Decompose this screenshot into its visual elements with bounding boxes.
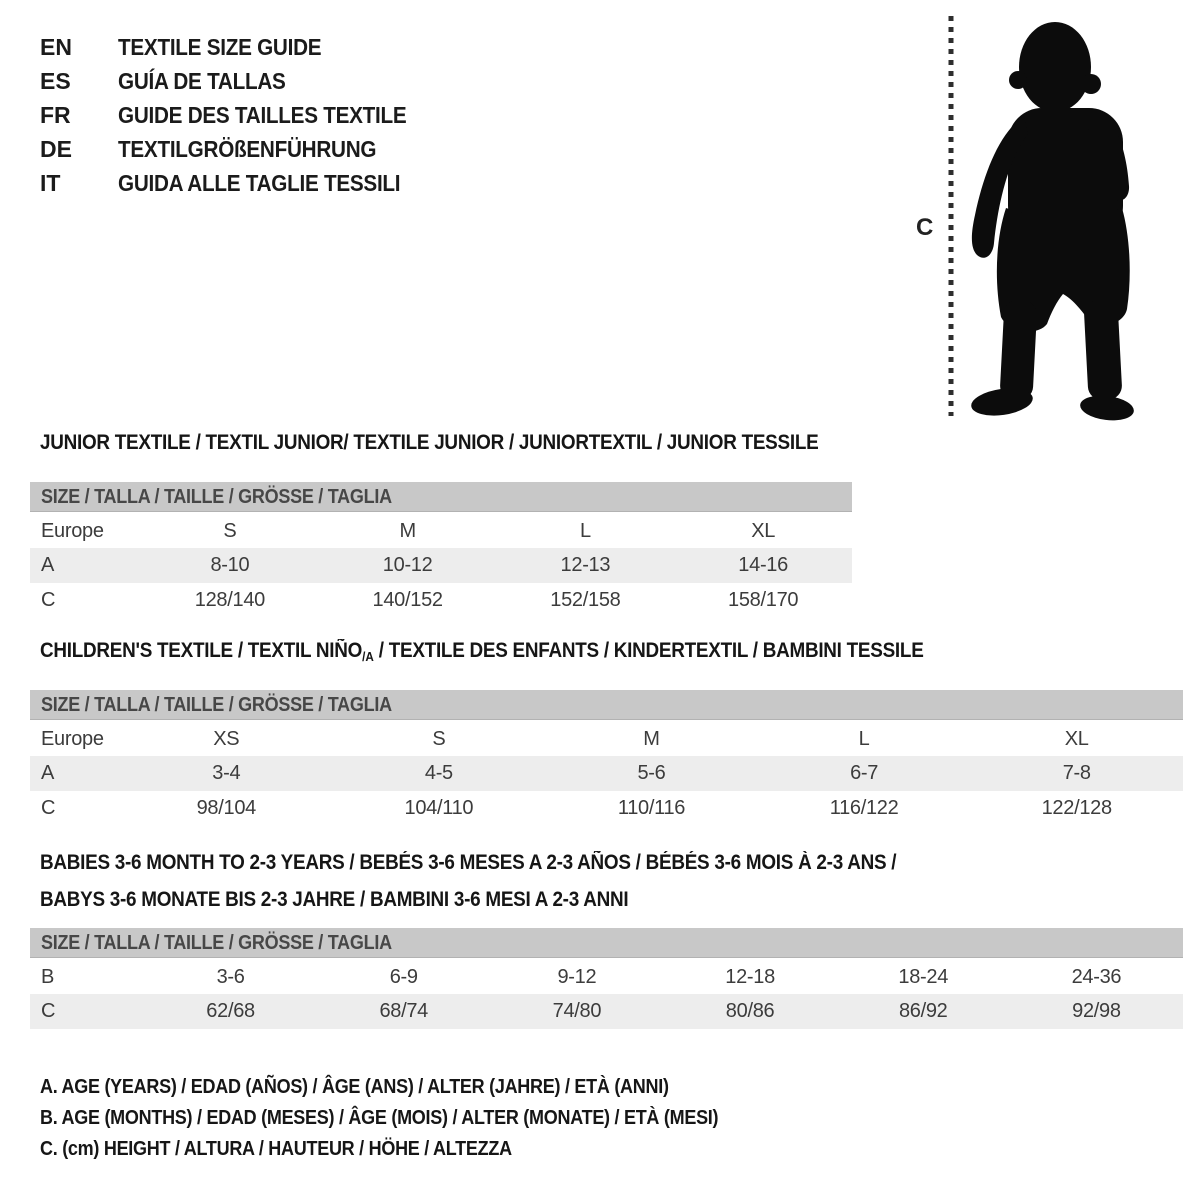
column-header: M [399,519,416,542]
note-age-months: B. AGE (MONTHS) / EDAD (MESES) / ÂGE (MOIS) / ALTER (MONATE) / ETÀ (MESI) [40,1107,719,1129]
cell-value: 110/116 [617,797,686,819]
column-header: L [858,727,870,750]
cell-value: 3-6 [216,965,245,988]
cell-value: 128/140 [194,589,265,611]
cell-value: 9-12 [557,965,597,988]
language-title-list [40,30,439,200]
column-header: S [432,727,446,750]
row-label: B [41,965,55,988]
cell-value: 4-5 [424,762,453,784]
language-title: GUIDE DES TAILLES TEXTILE [118,101,407,128]
cell-value: 152/158 [550,589,621,611]
table-row-height [30,994,1183,1029]
cell-value: 140/152 [372,589,443,611]
cell-value: 6-7 [850,762,879,784]
cell-value: 74/80 [552,1000,602,1022]
children-size-table [30,690,1183,826]
cell-value: 158/170 [728,589,799,611]
language-code: IT [40,169,61,196]
nino-a-subscript: /A [362,649,374,664]
figure-area [900,8,1160,430]
column-header: XL [1064,727,1089,750]
cell-value: 18-24 [898,965,949,988]
size-header-band: SIZE / TALLA / TAILLE / GRÖSSE / TAGLIA [30,690,1183,720]
language-row [40,166,439,200]
language-code: EN [40,33,72,60]
cell-value: 8-10 [210,554,250,576]
cell-value: 104/110 [404,797,474,819]
language-code: FR [40,101,71,128]
cell-value: 62/68 [206,1000,255,1022]
column-header: XS [213,727,240,750]
cell-value: 86/92 [898,1000,948,1022]
column-header: Europe [41,519,104,542]
language-row [40,30,439,64]
column-header: S [223,519,237,542]
babies-size-table [30,928,1183,1029]
row-label: A [41,554,55,576]
size-header-band: SIZE / TALLA / TAILLE / GRÖSSE / TAGLIA [30,928,1183,958]
toddler-silhouette [940,10,1140,422]
cell-value: 5-6 [637,762,666,784]
cell-value: 122/128 [1041,797,1112,819]
column-header: Europe [41,727,104,750]
column-header: L [579,519,591,542]
cell-value: 12-13 [560,554,611,576]
cell-value: 98/104 [196,797,256,819]
row-label: C [41,797,56,819]
row-label: A [41,762,55,784]
toddler-body [969,22,1135,422]
legend-notes [40,1072,794,1165]
column-header: XL [751,519,776,542]
note-age-years: A. AGE (YEARS) / EDAD (AÑOS) / ÂGE (ANS) / ALTER (JAHRE) / ETÀ (ANNI) [40,1076,669,1098]
section-title-babies: BABIES 3-6 MONTH TO 2-3 YEARS / BEBÉS 3-6 MESES A 2-3 AÑOS / BÉBÉS 3-6 MOIS À 2-3 ANS / BABYS 3-6 MONATE BIS 2-3 JAHRE / BAMBINI 3-6 MESI A 2-3 ANNI [40,851,897,911]
cell-value: 12-18 [725,965,775,988]
language-title: GUIDA ALLE TAGLIE TESSILI [118,169,401,196]
cell-value: 6-9 [389,965,418,988]
table-header-row [30,722,1183,756]
cell-value: 14-16 [738,554,788,576]
table-row-height [30,791,1183,826]
cell-value: 80/86 [725,1000,775,1022]
cell-value: 92/98 [1072,1000,1121,1022]
section-title-junior: JUNIOR TEXTILE / TEXTIL JUNIOR/ TEXTILE JUNIOR / JUNIORTEXTIL / JUNIOR TESSILE [40,431,819,454]
language-row [40,64,439,98]
language-title: TEXTILE SIZE GUIDE [118,33,322,60]
note-height-cm: C. (cm) HEIGHT / ALTURA / HAUTEUR / HÖHE / ALTEZZA [40,1138,512,1160]
cell-value: 7-8 [1062,762,1091,784]
height-measure-label: C [916,214,934,241]
row-label: C [41,589,56,611]
language-title: GUÍA DE TALLAS [118,67,286,94]
row-label: C [41,1000,56,1022]
cell-value: 116/122 [829,797,899,819]
table-row-age-months [30,960,1183,994]
language-row [40,98,439,132]
column-header: M [643,727,660,750]
junior-size-table [30,482,852,618]
language-title: TEXTILGRÖßENFÜHRUNG [118,135,377,162]
language-row [40,132,439,166]
size-header-band: SIZE / TALLA / TAILLE / GRÖSSE / TAGLIA [30,482,852,512]
language-code: DE [40,135,72,162]
cell-value: 3-4 [212,762,241,784]
section-title-children: CHILDREN'S TEXTILE / TEXTIL NIÑO/A / TEXTILE DES ENFANTS / KINDERTEXTIL / BAMBINI TESSILE [40,639,924,664]
table-row-age [30,548,852,583]
table-row-age [30,756,1183,791]
cell-value: 10-12 [382,554,433,576]
table-row-height [30,583,852,618]
cell-value: 68/74 [379,1000,429,1022]
language-code: ES [40,67,71,94]
cell-value: 24-36 [1071,965,1122,988]
table-header-row [30,514,852,548]
